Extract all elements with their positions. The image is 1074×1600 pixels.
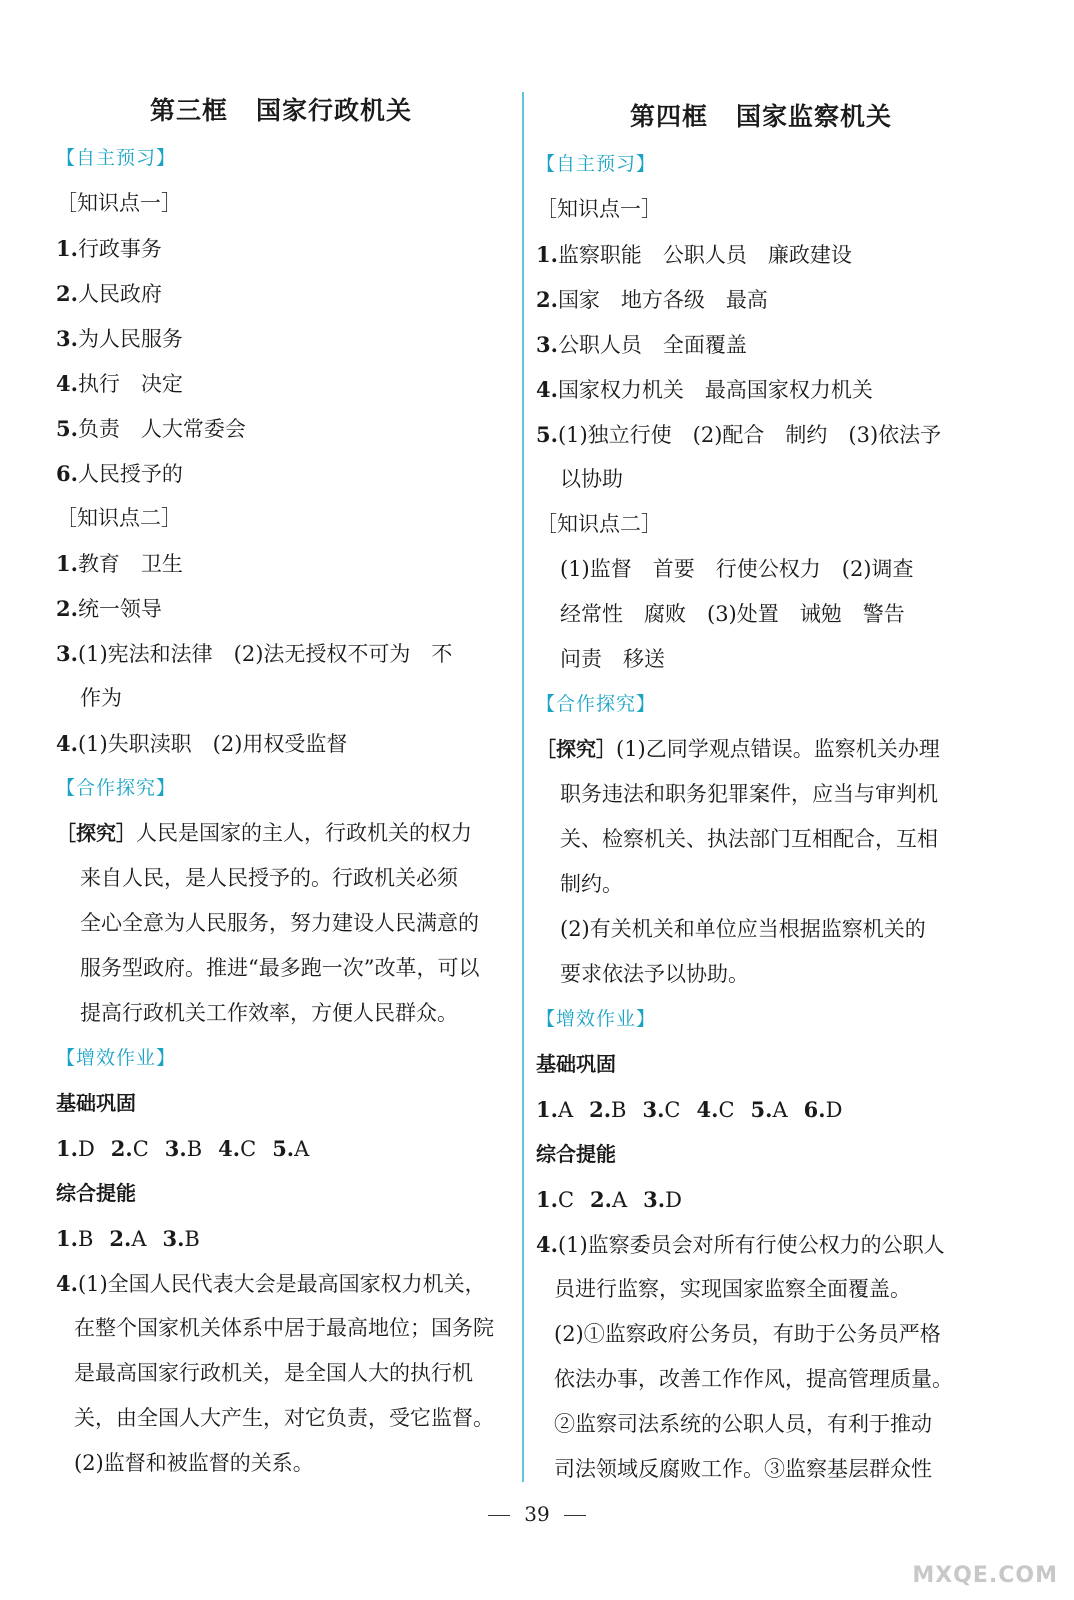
list-item: 5.(1)独立行使 (2)配合 制约 (3)依法予 <box>536 422 942 447</box>
left-basic-answers: 1.D 2.C 3.B 4.C 5.A <box>56 1136 310 1161</box>
left-section-preview: 【自主预习】 <box>56 147 177 169</box>
paragraph-line: 司法领域反腐败工作。③监察基层群众性 <box>554 1457 932 1481</box>
list-item: 3.为人民服务 <box>56 326 183 351</box>
left-kp2-heading: ［知识点二］ <box>56 506 182 530</box>
right-column <box>536 88 986 1492</box>
paragraph-line: (2)有关机关和单位应当根据监察机关的 <box>560 917 926 941</box>
left-comp-answers: 1.B 2.A 3.B <box>56 1226 200 1251</box>
right-kp2-heading: ［知识点二］ <box>536 512 662 536</box>
left-title: 第三框 国家行政机关 <box>149 96 413 125</box>
paragraph-line: (2)①监察政府公务员，有助于公务员严格 <box>554 1322 941 1346</box>
right-section-explore: 【合作探究】 <box>536 693 657 715</box>
list-item: 4.执行 决定 <box>56 371 183 396</box>
list-item: 4.国家权力机关 最高国家权力机关 <box>536 377 873 402</box>
column-divider <box>522 92 524 1482</box>
right-section-preview: 【自主预习】 <box>536 153 657 175</box>
paragraph-line: 全心全意为人民服务，努力建设人民满意的 <box>80 911 479 935</box>
list-item: 5.负责 人大常委会 <box>56 416 246 441</box>
paragraph-line: 提高行政机关工作效率，方便人民群众。 <box>80 1001 458 1025</box>
right-title: 第四框 国家监察机关 <box>629 102 893 131</box>
right-explore-first: ［探究］(1)乙同学观点错误。监察机关办理 <box>536 737 940 761</box>
paragraph-line: 在整个国家机关体系中居于最高地位；国务院 <box>74 1316 494 1340</box>
right-comp-title: 综合提能 <box>536 1142 616 1166</box>
paragraph-line: 要求依法予以协助。 <box>560 962 749 986</box>
page-number: 39 <box>0 1502 1074 1526</box>
paragraph-line: 制约。 <box>560 872 623 896</box>
paragraph-line: 问责 移送 <box>560 647 665 671</box>
paragraph-line: 关、检察机关、执法部门互相配合，互相 <box>560 827 938 851</box>
right-section-homework: 【增效作业】 <box>536 1008 657 1030</box>
left-section-explore: 【合作探究】 <box>56 777 177 799</box>
paragraph-line: 依法办事，改善工作作风，提高管理质量。 <box>554 1367 953 1391</box>
paragraph-line: (2)监督和被监督的关系。 <box>74 1451 314 1475</box>
list-item: 6.人民授予的 <box>56 461 183 486</box>
list-item: 1.行政事务 <box>56 236 162 261</box>
left-comp-title: 综合提能 <box>56 1181 136 1205</box>
paragraph-line: 服务型政府。推进“最多跑一次”改革，可以 <box>80 956 480 980</box>
right-q4-first: 4.(1)监察委员会对所有行使公权力的公职人 <box>536 1232 945 1257</box>
list-item: 4.(1)失职渎职 (2)用权受监督 <box>56 731 348 756</box>
list-item: 1.教育 卫生 <box>56 551 183 576</box>
right-kp1-heading: ［知识点一］ <box>536 197 662 221</box>
right-basic-answers: 1.A 2.B 3.C 4.C 5.A 6.D <box>536 1097 843 1122</box>
paragraph-line: 是最高国家行政机关，是全国人大的执行机 <box>74 1361 473 1385</box>
watermark: MXQE.COM <box>912 1563 1058 1588</box>
left-explore-first: ［探究］人民是国家的主人，行政机关的权力 <box>56 821 472 845</box>
paragraph-line: 来自人民，是人民授予的。行政机关必须 <box>80 866 458 890</box>
paragraph-line: ②监察司法系统的公职人员，有利于推动 <box>554 1412 932 1436</box>
paragraph-line: 职务违法和职务犯罪案件，应当与审判机 <box>560 782 938 806</box>
list-item-continuation: 以协助 <box>560 467 623 491</box>
list-item: 2.人民政府 <box>56 281 162 306</box>
paragraph-line: (1)监督 首要 行使公权力 (2)调查 <box>560 557 914 581</box>
paragraph-line: 经常性 腐败 (3)处置 诫勉 警告 <box>560 602 905 626</box>
list-item: 2.国家 地方各级 最高 <box>536 287 768 312</box>
list-item: 3.(1)宪法和法律 (2)法无授权不可为 不 <box>56 641 453 666</box>
left-basic-title: 基础巩固 <box>56 1091 136 1115</box>
list-item-continuation: 作为 <box>80 686 122 710</box>
list-item: 3.公职人员 全面覆盖 <box>536 332 747 357</box>
left-kp1-heading: ［知识点一］ <box>56 191 182 215</box>
list-item: 1.监察职能 公职人员 廉政建设 <box>536 242 852 267</box>
paragraph-line: 关，由全国人大产生，对它负责，受它监督。 <box>74 1406 494 1430</box>
right-basic-title: 基础巩固 <box>536 1052 616 1076</box>
left-column <box>56 88 506 1486</box>
list-item: 2.统一领导 <box>56 596 162 621</box>
left-q4-first: 4.(1)全国人民代表大会是最高国家权力机关， <box>56 1271 486 1296</box>
paragraph-line: 员进行监察，实现国家监察全面覆盖。 <box>554 1277 911 1301</box>
right-comp-answers: 1.C 2.A 3.D <box>536 1187 682 1212</box>
left-section-homework: 【增效作业】 <box>56 1047 177 1069</box>
